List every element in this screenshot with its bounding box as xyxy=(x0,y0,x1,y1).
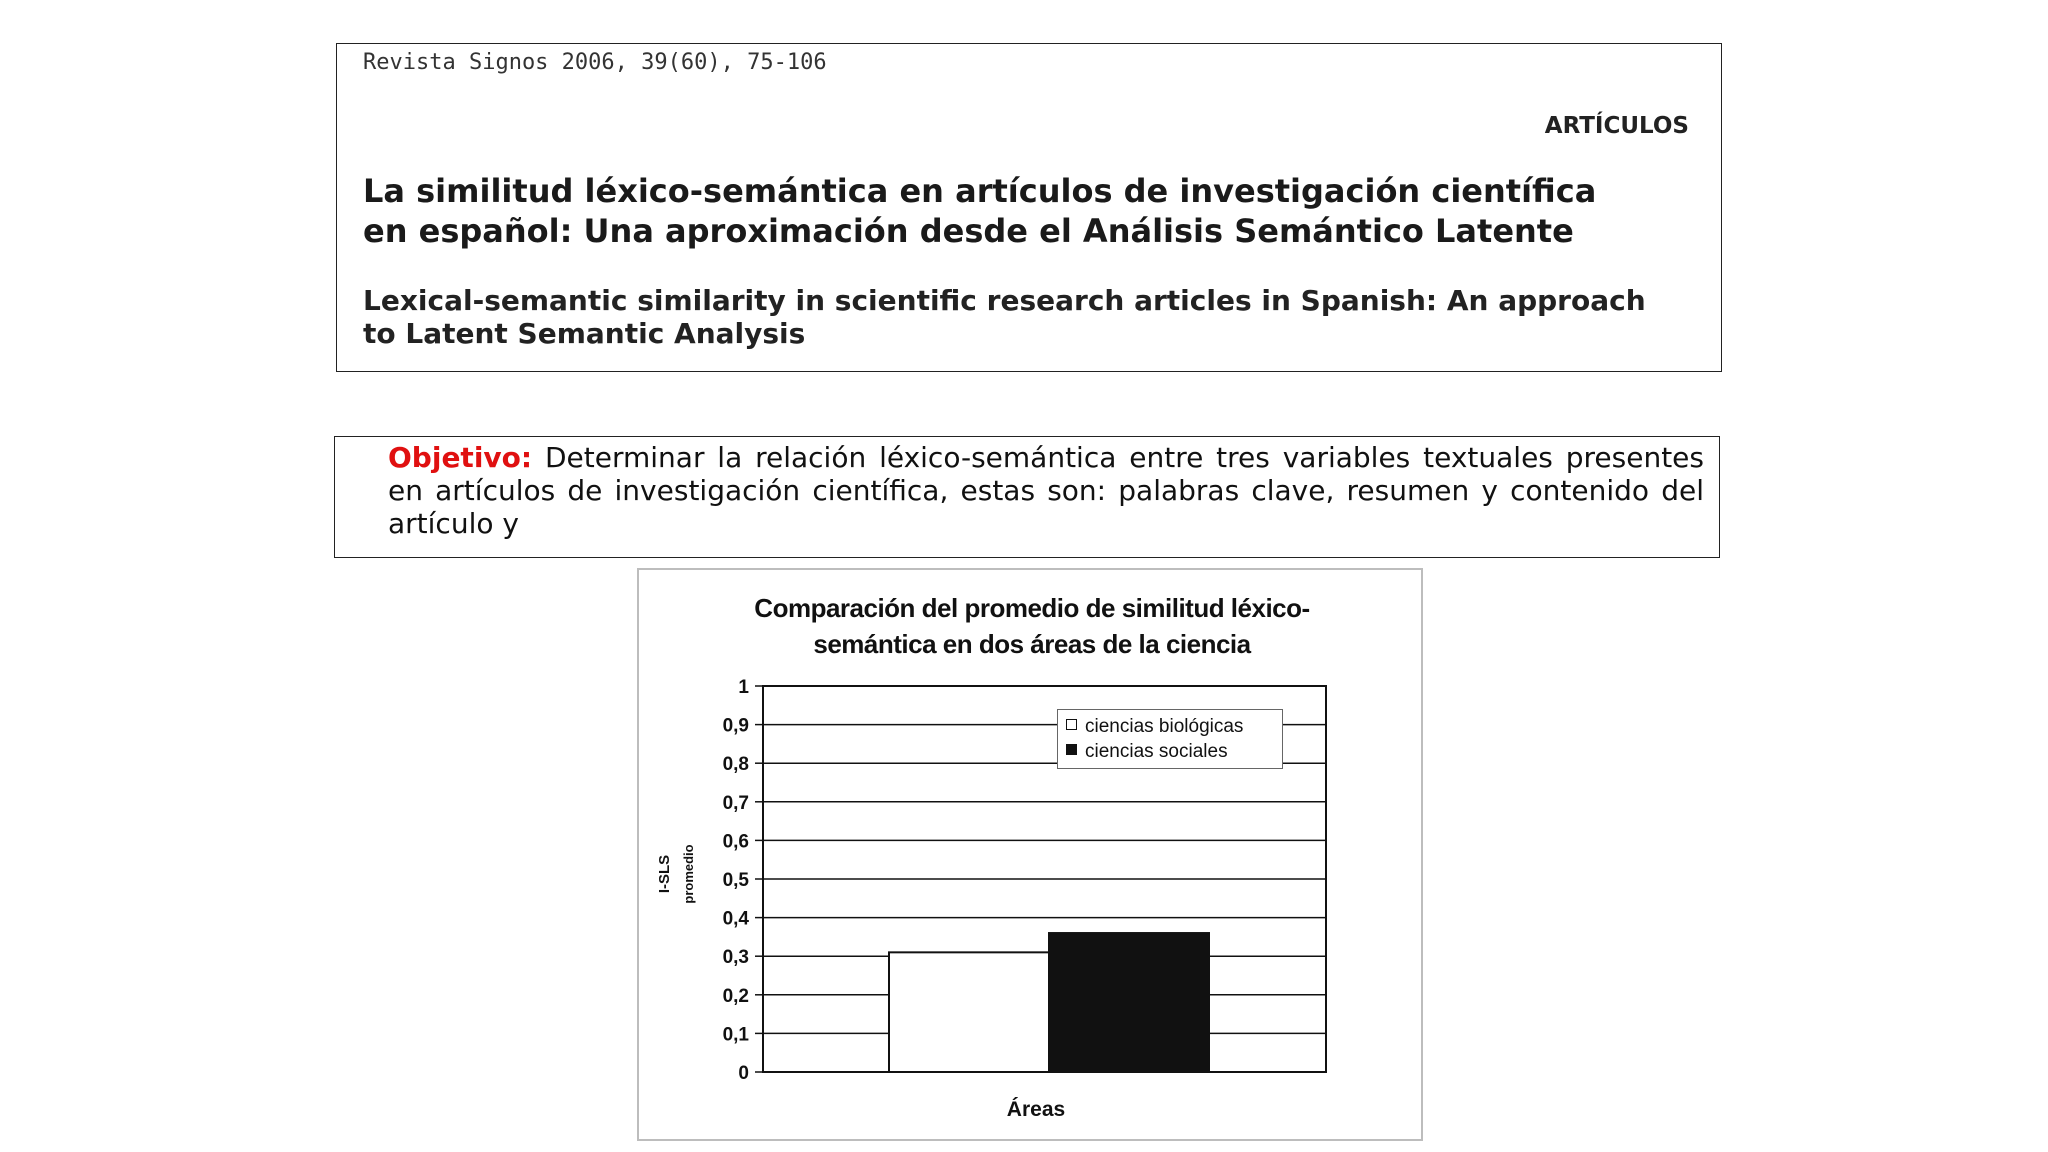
y-tick-label: 0,8 xyxy=(722,754,749,776)
title-spanish-line-1: La similitud léxico-semántica en artículos de investigación científica xyxy=(363,172,1597,210)
y-tick-label: 0,6 xyxy=(722,831,749,853)
bar-sociales xyxy=(1049,933,1209,1072)
chart-legend xyxy=(1057,709,1283,769)
title-english-line-2: to Latent Semantic Analysis xyxy=(363,317,806,350)
chart-title-line-2: semántica en dos áreas de la ciencia xyxy=(813,629,1251,659)
y-axis-label-line-1: I-SLS xyxy=(656,854,673,894)
title-spanish-line-2: en español: Una aproximación desde el Análisis Semántico Latente xyxy=(363,212,1574,250)
y-tick-label: 0,3 xyxy=(722,947,749,969)
title-english xyxy=(363,284,1683,350)
title-spanish xyxy=(363,171,1683,251)
legend-swatch-biologicas xyxy=(1066,719,1077,730)
x-axis-label: Áreas xyxy=(1006,1098,1066,1121)
article-header xyxy=(336,43,1722,372)
legend-swatch-sociales xyxy=(1066,744,1077,755)
y-tick-label: 0 xyxy=(738,1063,749,1084)
bar-chart xyxy=(637,568,1423,1141)
objective-text: Determinar la relación léxico-semántica entre tres variables textuales presentes en artículos de investigación científica, estas son: palabras clave, resumen y contenido del artículo y xyxy=(388,441,1704,540)
legend-label-biologicas: ciencias biológicas xyxy=(1085,716,1244,737)
bar-biologicas xyxy=(889,952,1049,1072)
legend-item-biologicas xyxy=(1066,716,1243,738)
title-english-line-1: Lexical-semantic similarity in scientific research articles in Spanish: An approach xyxy=(363,284,1646,317)
section-label: ARTÍCULOS xyxy=(1544,113,1689,139)
y-tick-label: 1 xyxy=(738,677,749,698)
y-tick-label: 0,9 xyxy=(722,715,749,737)
objective-box xyxy=(334,436,1720,558)
y-tick-label: 0,7 xyxy=(722,792,749,814)
journal-reference: Revista Signos 2006, 39(60), 75-106 xyxy=(363,50,827,75)
legend-item-sociales xyxy=(1066,741,1228,763)
chart-title-line-1: Comparación del promedio de similitud léxico- xyxy=(754,593,1310,623)
objective-paragraph xyxy=(388,441,1704,540)
y-tick-label: 0,5 xyxy=(722,870,749,891)
y-tick-label: 0,2 xyxy=(722,985,749,1007)
chart-plot xyxy=(639,570,1425,1143)
legend-label-sociales: ciencias sociales xyxy=(1085,741,1228,762)
y-axis-label-line-2: promedio xyxy=(681,844,696,904)
y-tick-label: 0,1 xyxy=(722,1024,749,1046)
y-tick-label: 0,4 xyxy=(722,908,749,930)
objective-label: Objetivo: xyxy=(388,441,533,474)
